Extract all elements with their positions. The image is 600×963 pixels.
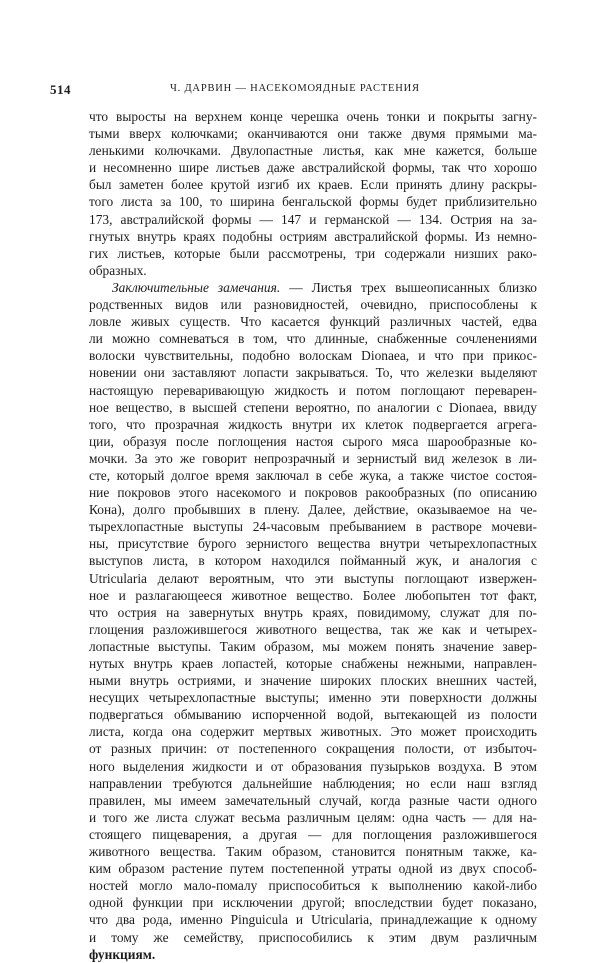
text-line: животного вещества. Таким образом, становится понятным также, ка-: [89, 844, 537, 860]
running-title: Ч. ДАРВИН — НАСЕКОМОЯДНЫЕ РАСТЕНИЯ: [170, 83, 420, 94]
text-line: образных.: [89, 262, 147, 278]
text-line: ким образом растение путем постепенной утраты одной из двух способ-: [89, 861, 537, 877]
first-line-text: — Листья трех вышеописанных близко: [280, 279, 537, 295]
text-line: правилен, мы имеем замечательный случай, когда разные части одного: [89, 792, 537, 808]
text-line: тыми вверх колючками; оканчиваются они также двумя прямыми ма-: [89, 126, 537, 142]
text-line: настоящую переваривающую жидкость и потом поглощают переварен-: [89, 382, 537, 398]
body-text: [89, 108, 537, 963]
paragraph-2: [89, 279, 537, 963]
text-line: ного выделения жидкости и от образования пузырьков воздуха. В этом: [89, 758, 537, 774]
text-line: и тому же семейству, приспособились к этим двум различным: [89, 929, 537, 945]
text-line: сте, который долгое время заключал в себе жука, а также чистое состоя-: [89, 467, 537, 483]
page-number: 514: [50, 82, 71, 97]
text-line: нутых внутрь краев лопастей, которые снабжены нежными, направлен-: [89, 656, 537, 671]
text-line: мочки. За это же говорит непрозрачный и зернистый вид железок в ли-: [89, 450, 537, 466]
text-line: одной функции при исключении другой; впоследствии будет показано,: [89, 895, 537, 911]
text-line: подвергаться обмыванию испорченной водой, вытекающей из полости: [89, 707, 537, 723]
text-line: ции, образуя после поглощения настоя сырого мяса шарообразные ко-: [89, 433, 537, 449]
text-line: лопастные выступы. Таким образом, мы можем понять значение завер-: [89, 638, 537, 654]
paragraph-first-line: [89, 279, 537, 296]
text-line: того листа за 100, то ширина бенгальской формы будет приблизительно: [89, 194, 537, 210]
text-line: несущих четырехлопастные выступы; именно эти поверхности должны: [89, 690, 537, 706]
text-line: направлении требуются дальнейшие наблюдения; но если наш взгляд: [89, 775, 537, 791]
text-line: того, что прозрачная жидкость внутри их клеток подвергается агрега-: [89, 416, 537, 432]
text-line: выступов листа, в котором находился пойманный жук, и аналогия с: [89, 553, 537, 569]
text-line: гнутых внутрь краях подобны остриям австралийской формы. Из немно-: [89, 228, 537, 244]
text-line: родственных видов или разновидностей, очевидно, приспособлены к: [89, 297, 537, 313]
text-line: что выросты на верхнем конце черешка очень тонки и покрыты загну-: [89, 109, 537, 124]
text-line: ное вещество, в высшей степени вероятно, по аналогии с Dionaea, ввиду: [89, 399, 537, 415]
text-line: глощения разложившегося животного вещества, так же как и четырех-: [89, 621, 537, 637]
text-line: от разных причин: от постепенного сокращения полости, от избыточ-: [89, 741, 537, 757]
text-line-final: функциям.: [89, 946, 156, 962]
text-line: что острия на завернутых внутрь краях, повидимому, служат для по-: [89, 604, 537, 620]
text-line: 173, австралийской формы — 147 и германской — 134. Острия на за-: [89, 211, 537, 227]
text-line: стоящего пищеварения, а другая — для поглощения разложившегося: [89, 826, 537, 842]
text-line: волоски чувствительны, подобно волоскам Dionaea, и что при прикос-: [89, 348, 537, 364]
text-line: ние покровов этого насекомого и покровов ракообразных (по описанию: [89, 485, 537, 501]
text-line: ностей могло мало-помалу приспособиться к выполнению какой-либо: [89, 878, 537, 894]
text-line: и несомненно шире листьев даже австралийской формы, так что хорошо: [89, 160, 537, 176]
text-line: тырехлопастные выступы 24-часовым пребыванием в растворе мочеви-: [89, 519, 537, 535]
text-line: ловле живых существ. Что касается функций различных частей, едва: [89, 314, 537, 330]
text-line: ное и разлагающееся животное вещество. Более любопытен тот факт,: [89, 587, 537, 603]
text-line: ными внутрь остриями, и значение широких плоских внешних частей,: [89, 673, 537, 689]
text-line: Кона), долго пробывших в плену. Далее, действие, оказываемое на че-: [89, 502, 537, 518]
text-line: был заметен более крутой изгиб их краев. Если принять длину раскры-: [89, 177, 537, 193]
text-line: ны, присутствие бурого зернистого вещества внутри четырехлопастных: [89, 536, 537, 552]
text-line: ленькими колючками. Двулопастные листья, как мне кажется, больше: [89, 143, 537, 159]
paragraph-1: [89, 108, 537, 279]
text-line: что два рода, именно Pinguicula и Utricularia, принадлежащие к одному: [89, 912, 537, 928]
section-heading: Заключительные замечания.: [112, 279, 281, 295]
text-line: и того же листа служат весьма различным целям: одна часть — для на-: [89, 809, 537, 825]
text-line: ли можно сомневаться в том, что длинные, снабженные сочленениями: [89, 331, 537, 347]
text-line: новении они заставляют лопасти закрываться. То, что железки выделяют: [89, 365, 537, 381]
text-line: листа, когда она содержит мертвых животных. Это может происходить: [89, 724, 537, 740]
text-line: гих листьев, которые были рассмотрены, три содержали низших рако-: [89, 245, 537, 261]
text-line: Utricularia делают вероятным, что эти выступы поглощают извержен-: [89, 570, 537, 586]
page-header: [50, 82, 550, 98]
